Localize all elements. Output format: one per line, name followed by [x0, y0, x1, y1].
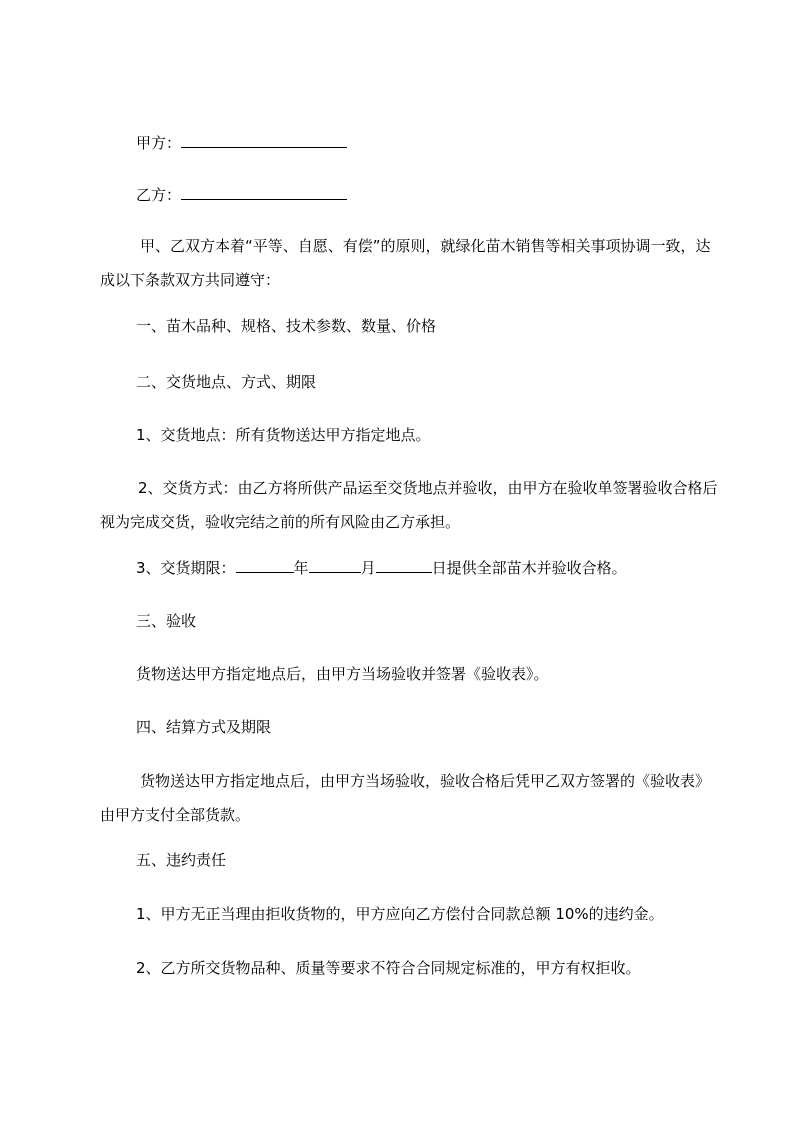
month-blank	[309, 558, 361, 573]
year-label: 年	[293, 559, 309, 577]
section2-title: 二、交货地点、方式、期限	[136, 373, 317, 391]
section5-title: 五、违约责任	[136, 851, 227, 869]
clause-2-3-suffix: 日提供全部苗木并验收合格。	[431, 559, 627, 577]
year-blank	[236, 558, 294, 573]
section3-text: 货物送达甲方指定地点后，由甲方当场验收并签署《验收表》。	[136, 665, 549, 683]
clause-5-1: 1、甲方无正当理由拒收货物的，甲方应向乙方偿付合同款总额 10%的违约金。	[136, 905, 664, 923]
month-label: 月	[360, 559, 376, 577]
clause-2-3-prefix: 3、交货期限：	[136, 559, 236, 577]
intro-paragraph: 甲、乙双方本着“平等、自愿、有偿”的原则，就绿化苗木销售等相关事项协调一致，达成以下条款双方共同遵守：	[100, 237, 711, 289]
clause-5-2: 2、乙方所交货物品种、质量等要求不符合合同规定标准的，甲方有权拒收。	[136, 959, 641, 977]
section3-title: 三、验收	[136, 612, 197, 630]
section4-text: 货物送达甲方指定地点后，由甲方当场验收，验收合格后凭甲乙双方签署的《验收表》由甲方支付全部货款。	[100, 772, 711, 824]
clause-2-1: 1、交货地点：所有货物送达甲方指定地点。	[136, 426, 431, 444]
party-a-blank	[181, 133, 347, 148]
party-b-label: 乙方：	[136, 186, 182, 204]
section4-title: 四、结算方式及期限	[136, 718, 272, 736]
party-a-label: 甲方：	[136, 134, 182, 152]
party-b-blank	[181, 185, 347, 200]
section1-title: 一、苗木品种、规格、技术参数、数量、价格	[136, 317, 437, 335]
clause-2-2: 2、交货方式：由乙方将所供产品运至交货地点并验收，由甲方在验收单签署验收合格后视为完成交货，验收完结之前的所有风险由乙方承担。	[100, 479, 718, 531]
day-blank	[376, 558, 432, 573]
party-a-line	[100, 133, 756, 153]
party-b-line	[100, 185, 756, 205]
clause-2-3	[100, 558, 756, 578]
